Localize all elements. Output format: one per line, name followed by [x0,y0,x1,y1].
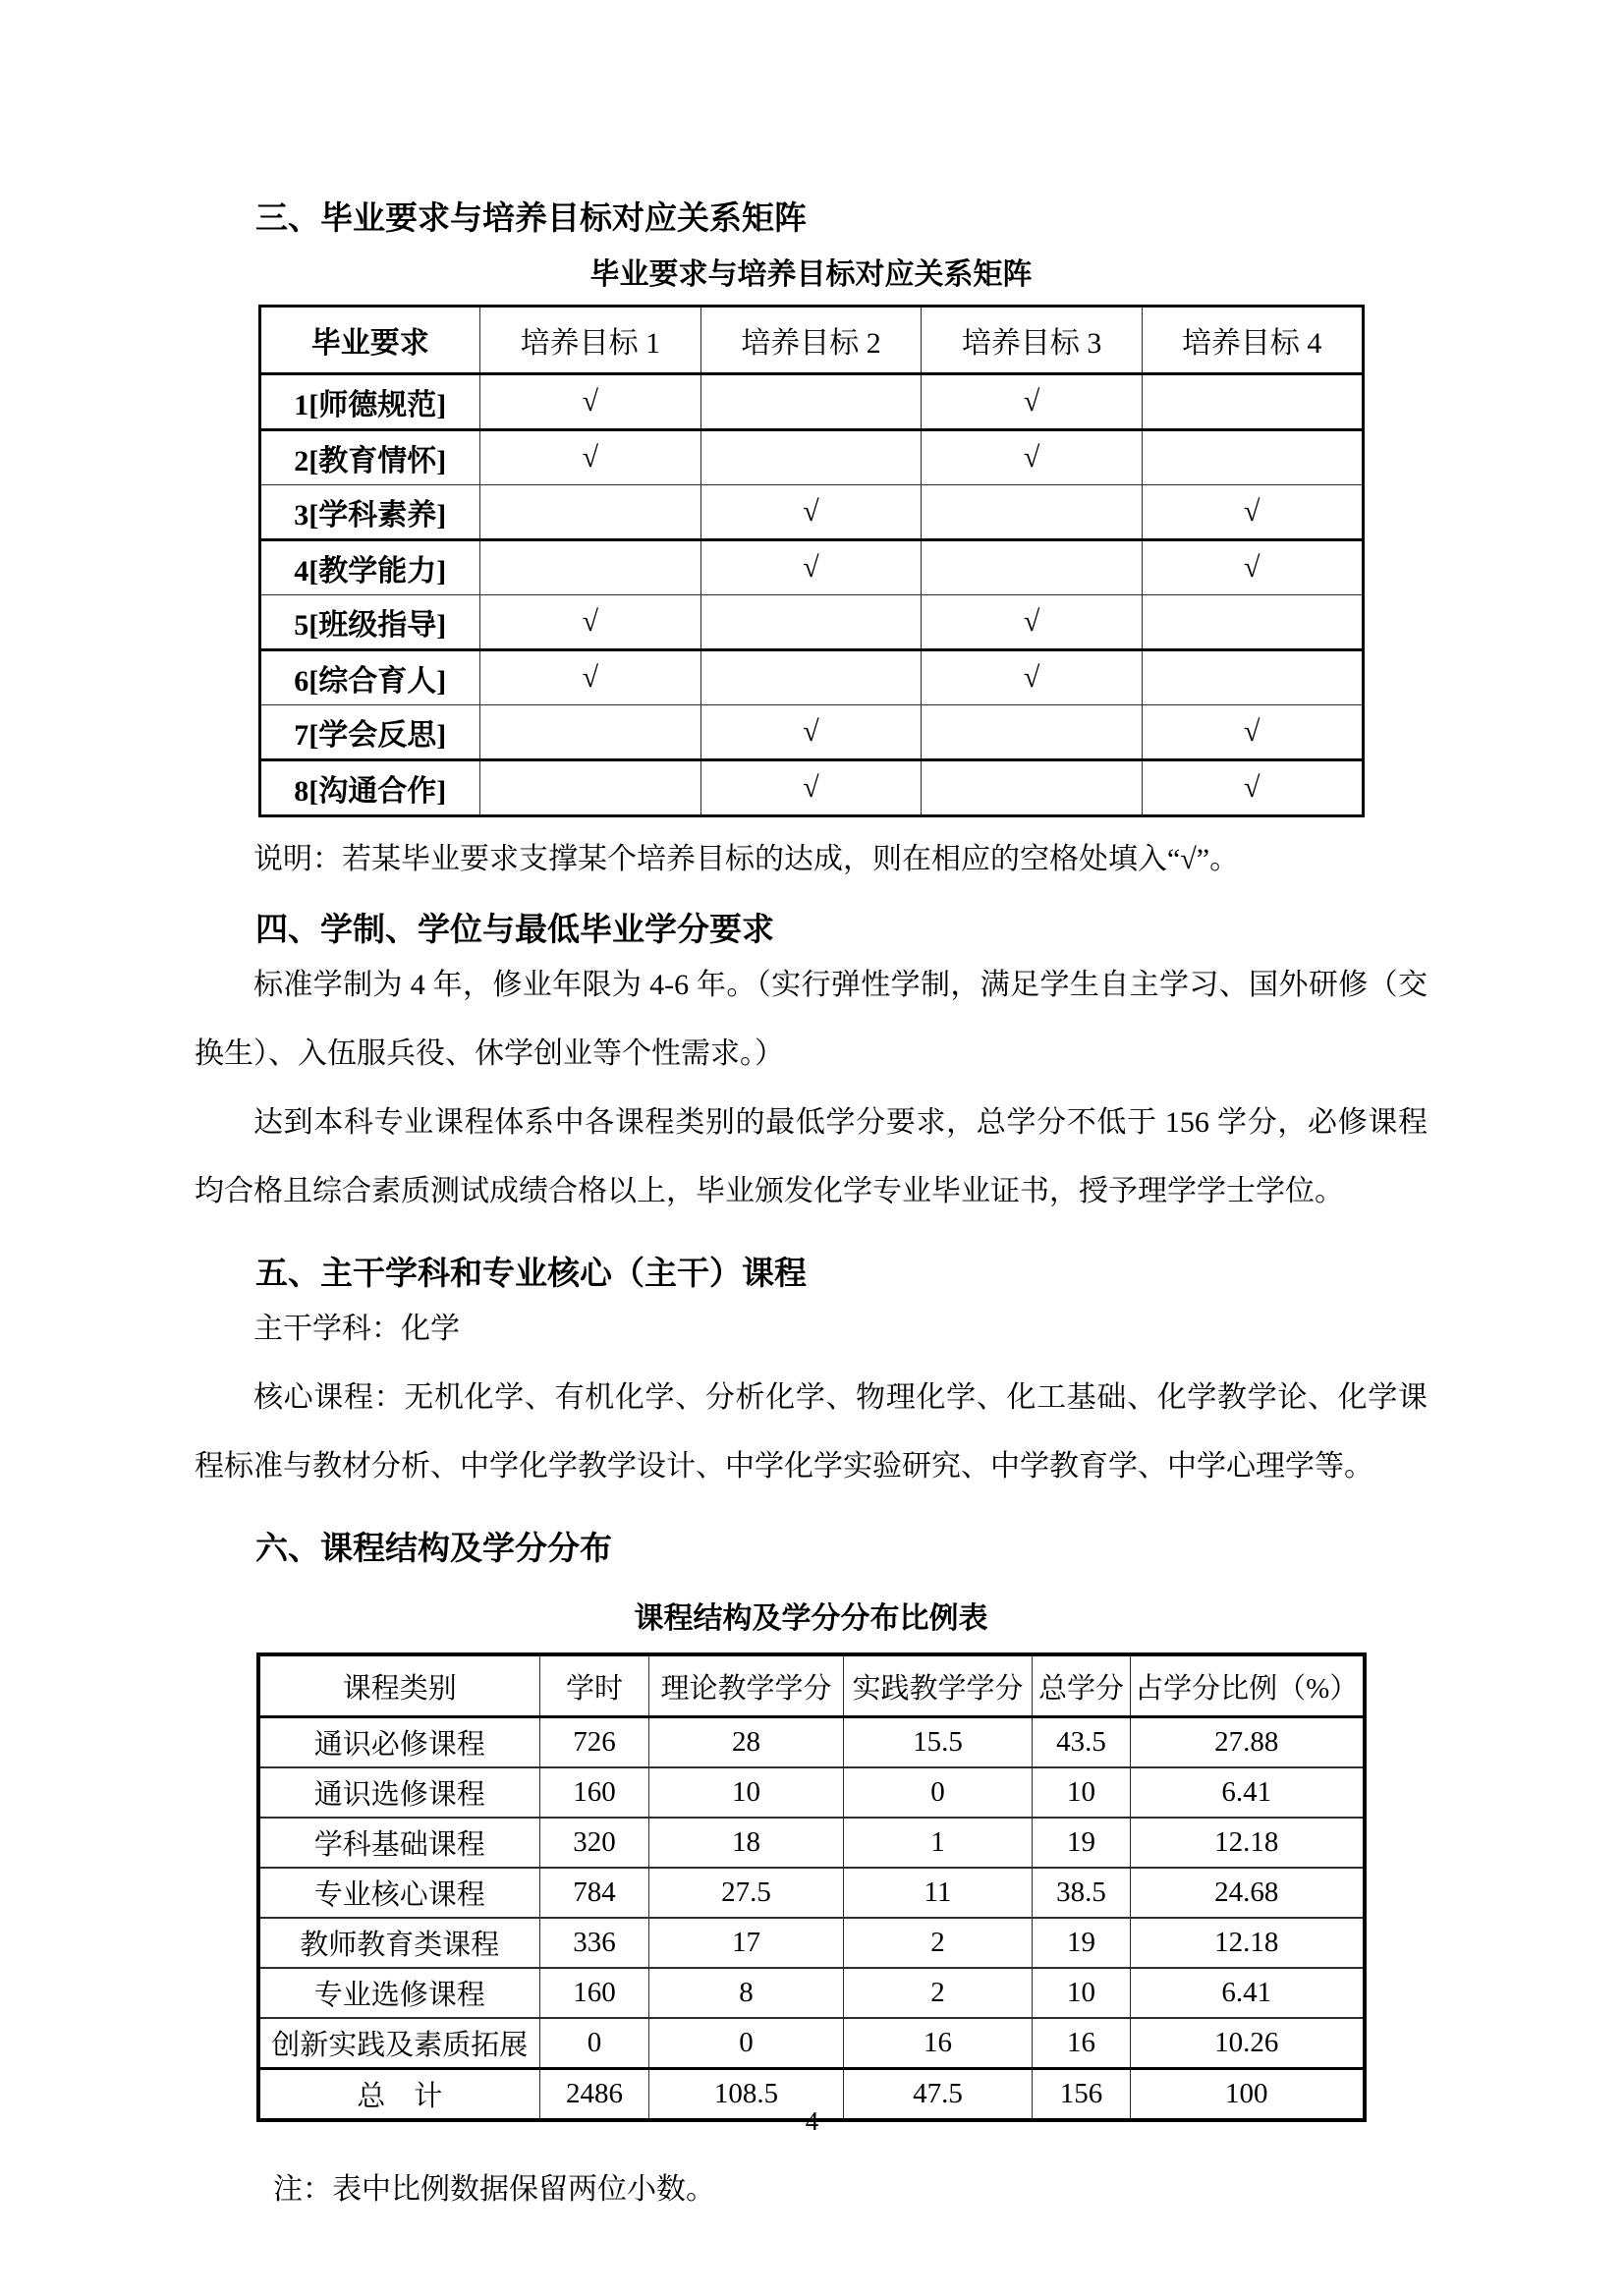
matrix-row [259,595,1363,650]
page-number: 4 [805,2106,819,2136]
credit-cell-category: 通识选修课程 [258,1767,540,1818]
credit-cell-hours: 336 [540,1918,649,1968]
credit-cell-percentage: 12.18 [1131,1818,1365,1868]
credit-cell-total-credits: 19 [1033,1818,1131,1868]
matrix-mark-goal-4: √ [1142,485,1363,540]
matrix-mark-goal-4 [1142,430,1363,485]
credit-table-note: 注：表中比例数据保留两位小数。 [273,2173,715,2206]
credit-cell-total-credits: 10 [1033,1968,1131,2018]
credit-cell-percentage: 24.68 [1131,1868,1365,1918]
matrix-mark-goal-1 [480,540,701,595]
credit-cell-category: 创新实践及素质拓展 [258,2018,540,2069]
credit-cell-hours: 2486 [540,2069,649,2121]
matrix-row [259,374,1363,430]
credit-row [258,2018,1365,2069]
matrix-mark-goal-4: √ [1142,760,1363,816]
credit-cell-category: 教师教育类课程 [258,1918,540,1968]
credit-header-row [258,1654,1365,1717]
matrix-header-goal-4: 培养目标 4 [1142,307,1363,374]
credit-cell-practice-credits: 1 [844,1818,1033,1868]
credit-cell-hours: 0 [540,2018,649,2069]
matrix-mark-goal-1 [480,485,701,540]
matrix-row-label: 8[沟通合作] [259,760,480,816]
matrix-mark-goal-2 [700,374,922,430]
credit-cell-category: 专业选修课程 [258,1968,540,2018]
matrix-mark-goal-3 [922,760,1143,816]
credit-row [258,1818,1365,1868]
section5-paragraph-2: 核心课程：无机化学、有机化学、分析化学、物理化学、化工基础、化学教学论、化学课程标准与教材分析、中学化学教学设计、中学化学实验研究、中学教育学、中学心理学等。 [195,1381,1428,1483]
credit-cell-total-credits: 16 [1033,2018,1131,2069]
credit-cell-hours: 320 [540,1818,649,1868]
matrix-row [259,430,1363,485]
matrix-row [259,705,1363,760]
matrix-row [259,760,1363,816]
matrix-header-requirement: 毕业要求 [259,307,480,374]
section-heading-5: 五、主干学科和专业核心（主干）课程 [255,1255,807,1291]
credit-cell-theory-credits: 8 [649,1968,844,2018]
credit-row [258,1968,1365,2018]
matrix-mark-goal-1: √ [480,650,701,705]
matrix-mark-goal-4: √ [1142,705,1363,760]
matrix-table [258,305,1365,817]
credit-cell-total-credits: 156 [1033,2069,1131,2121]
credit-cell-category: 专业核心课程 [258,1868,540,1918]
matrix-mark-goal-2 [700,430,922,485]
credit-cell-total-credits: 10 [1033,1767,1131,1818]
matrix-table-note: 说明：若某毕业要求支撑某个培养目标的达成，则在相应的空格处填入“√”。 [253,843,1240,875]
credit-row [258,1918,1365,1968]
credit-cell-percentage: 12.18 [1131,1918,1365,1968]
matrix-row-label: 4[教学能力] [259,540,480,595]
matrix-mark-goal-1 [480,760,701,816]
matrix-mark-goal-2: √ [700,760,922,816]
section-heading-4: 四、学制、学位与最低毕业学分要求 [255,911,774,947]
credit-cell-theory-credits: 10 [649,1767,844,1818]
credit-header-percentage: 占学分比例（%） [1131,1654,1365,1717]
matrix-mark-goal-3 [922,705,1143,760]
credit-cell-theory-credits: 28 [649,1717,844,1768]
matrix-mark-goal-1: √ [480,374,701,430]
matrix-mark-goal-2 [700,650,922,705]
credit-cell-hours: 160 [540,1767,649,1818]
matrix-mark-goal-4 [1142,374,1363,430]
matrix-mark-goal-3: √ [922,374,1143,430]
matrix-table-header [259,307,1363,374]
credit-row [258,1767,1365,1818]
matrix-mark-goal-4: √ [1142,540,1363,595]
credit-cell-percentage: 6.41 [1131,1767,1365,1818]
section5-paragraph-1: 主干学科：化学 [253,1313,460,1345]
credit-row [258,1717,1365,1768]
credit-cell-practice-credits: 16 [844,2018,1033,2069]
credit-cell-hours: 160 [540,1968,649,2018]
matrix-header-goal-3: 培养目标 3 [922,307,1143,374]
credit-cell-hours: 784 [540,1868,649,1918]
matrix-mark-goal-3: √ [922,595,1143,650]
credit-cell-category: 总 计 [258,2069,540,2121]
credit-header-theory-credits: 理论教学学分 [649,1654,844,1717]
credit-cell-total-credits: 38.5 [1033,1868,1131,1918]
credit-cell-practice-credits: 0 [844,1767,1033,1818]
matrix-table-title: 毕业要求与培养目标对应关系矩阵 [589,258,1033,291]
credit-cell-practice-credits: 15.5 [844,1717,1033,1768]
matrix-row-label: 7[学会反思] [259,705,480,760]
matrix-mark-goal-1 [480,705,701,760]
matrix-row [259,650,1363,705]
matrix-mark-goal-2: √ [700,540,922,595]
credit-cell-percentage: 10.26 [1131,2018,1365,2069]
credit-table-body [258,1717,1365,2121]
credit-table [256,1652,1367,2122]
matrix-row-label: 2[教育情怀] [259,430,480,485]
matrix-mark-goal-2: √ [700,485,922,540]
matrix-mark-goal-4 [1142,650,1363,705]
credit-cell-percentage: 100 [1131,2069,1365,2121]
matrix-mark-goal-2: √ [700,705,922,760]
matrix-mark-goal-1: √ [480,595,701,650]
credit-cell-hours: 726 [540,1717,649,1768]
matrix-row-label: 5[班级指导] [259,595,480,650]
matrix-mark-goal-3: √ [922,650,1143,705]
credit-cell-practice-credits: 11 [844,1868,1033,1918]
section4-paragraph-1: 标准学制为 4 年，修业年限为 4-6 年。（实行弹性学制，满足学生自主学习、国外研修（交换生）、入伍服兵役、休学创业等个性需求。） [195,969,1428,1070]
credit-cell-theory-credits: 0 [649,2018,844,2069]
section-heading-3: 三、毕业要求与培养目标对应关系矩阵 [255,199,807,236]
matrix-mark-goal-3 [922,540,1143,595]
credit-cell-theory-credits: 18 [649,1818,844,1868]
credit-cell-percentage: 27.88 [1131,1717,1365,1768]
section-heading-6: 六、课程结构及学分分布 [255,1530,612,1566]
matrix-mark-goal-1: √ [480,430,701,485]
matrix-row [259,540,1363,595]
credit-table-header [258,1654,1365,1717]
credit-cell-total-credits: 43.5 [1033,1717,1131,1768]
credit-cell-category: 学科基础课程 [258,1818,540,1868]
matrix-mark-goal-3 [922,485,1143,540]
matrix-row-label: 3[学科素养] [259,485,480,540]
credit-cell-theory-credits: 17 [649,1918,844,1968]
matrix-header-row [259,307,1363,374]
credit-cell-total-credits: 19 [1033,1918,1131,1968]
credit-row [258,1868,1365,1918]
credit-cell-category: 通识必修课程 [258,1717,540,1768]
credit-header-category: 课程类别 [258,1654,540,1717]
credit-header-total-credits: 总学分 [1033,1654,1131,1717]
matrix-table-body [259,374,1363,816]
credit-cell-practice-credits: 2 [844,1968,1033,2018]
credit-header-practice-credits: 实践教学学分 [844,1654,1033,1717]
credit-header-hours: 学时 [540,1654,649,1717]
matrix-row [259,485,1363,540]
credit-cell-practice-credits: 47.5 [844,2069,1033,2121]
credit-table-title: 课程结构及学分分布比例表 [634,1602,988,1635]
matrix-row-label: 1[师德规范] [259,374,480,430]
matrix-mark-goal-3: √ [922,430,1143,485]
credit-cell-percentage: 6.41 [1131,1968,1365,2018]
credit-cell-practice-credits: 2 [844,1918,1033,1968]
matrix-mark-goal-2 [700,595,922,650]
matrix-header-goal-2: 培养目标 2 [700,307,922,374]
credit-cell-theory-credits: 108.5 [649,2069,844,2121]
matrix-row-label: 6[综合育人] [259,650,480,705]
matrix-header-goal-1: 培养目标 1 [480,307,701,374]
section4-paragraph-2: 达到本科专业课程体系中各课程类别的最低学分要求，总学分不低于 156 学分，必修课程均合格且综合素质测试成绩合格以上，毕业颁发化学专业毕业证书，授予理学学士学位。 [195,1106,1428,1207]
matrix-mark-goal-4 [1142,595,1363,650]
credit-cell-theory-credits: 27.5 [649,1868,844,1918]
